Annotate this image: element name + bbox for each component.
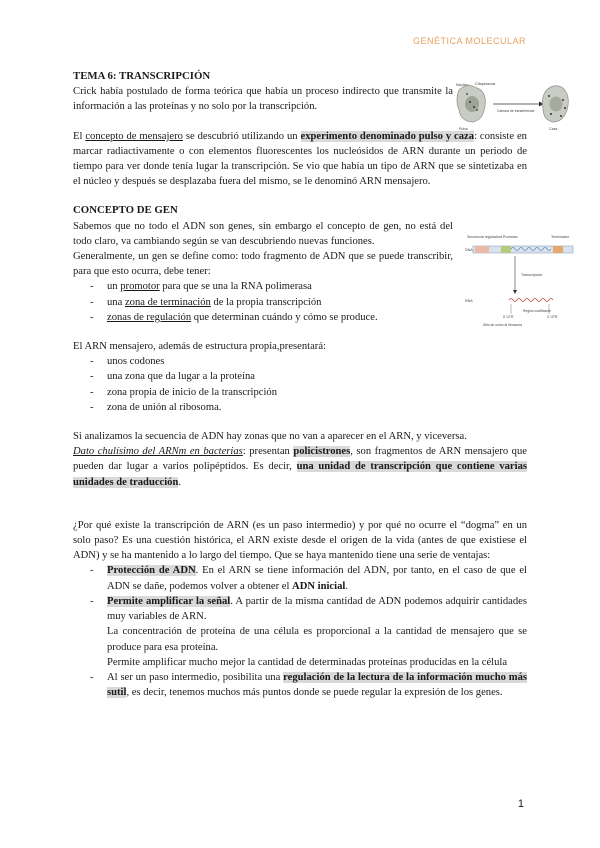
label-cytoplasm: Citoplasma xyxy=(475,81,496,86)
running-header: GENÉTICA MOLECULAR xyxy=(412,36,526,46)
mrna-features-list xyxy=(73,354,527,415)
label-chase: Caza xyxy=(549,127,558,131)
transcription-unit-highlight: una unidad de transcripción que contiene varias unidades de traducción xyxy=(73,461,527,488)
list-item: - zonas de regulación que determinan cuándo y cómo se produce. xyxy=(90,310,527,325)
protein-concentration-text: La concentración de proteína de una célula es proporcional a la cantidad de mensajero que se produce para esa proteína. xyxy=(107,626,527,653)
label-utr3: 3' UTR xyxy=(547,315,558,319)
list-item: - unos codones xyxy=(90,354,527,369)
label-pulse: Pulso xyxy=(459,127,468,131)
mrna-paragraph: El ARN mensajero, además de estructura propia,presentará: xyxy=(73,341,326,353)
why-rna-paragraph: ¿Por qué existe la transcripción de ARN (es un paso intermedio) y por qué no ocurre el “dogma” en un solo paso? Es una cuestión histórica, el ARN existe desde el origen de la vida (antes de que existiese el ADN) y se ha mantenido a lo largo del tiempo. Que se haya mantenido tiene una serie de ventajas: xyxy=(73,519,527,562)
sequence-paragraph: Si analizamos la secuencia de ADN hay zonas que no van a aparecer en el ARN, y viceversa. xyxy=(73,431,467,443)
list-item: - Al ser un paso intermedio, posibilita una regulación de la lectura de la información mucho más sutil, es decir, tenemos muchos más puntos donde se puede regular la expresión de los genes. xyxy=(90,670,527,700)
label-transfer: Cámara de transferencia xyxy=(497,109,535,113)
label-rna: RNA xyxy=(465,299,473,303)
list-item: - Permite amplificar la señal. A partir de la misma cantidad de ADN podemos adquirir cantidades muy variables de ARN. xyxy=(90,594,527,624)
intro-paragraph: Crick había postulado de forma teórica que había un proceso indirecto que transmite la información a las proteínas y no solo por la transcripción. xyxy=(73,86,453,113)
messenger-paragraph: El concepto de mensajero se descubrió utilizando un experimento denominado pulso y caza: consiste en marcar radiactivamente o con elementos fluorescentes los nucleósidos de ARN durante un periodo de tiempo para ver donde tenía lugar la transcripción. Se vio que había un tipo de ARN que se sintetizaba en el núcleo y después se desplazaba fuera del mismo, se le denominó ARN mensajero. xyxy=(73,130,527,188)
advantages-list-cont xyxy=(73,670,527,700)
gene-paragraph-2: Generalmente, un gen se define como: todo fragmento de ADN que se puede transcribir, para que esto ocurra, debe tener: xyxy=(73,251,453,278)
page-number: 1 xyxy=(517,798,524,810)
label-ribosome-site: Sitio de unión al ribosoma xyxy=(483,323,523,327)
gene-requirements-list xyxy=(73,279,527,325)
label-transcription: Transcripción xyxy=(521,273,543,277)
right-cell xyxy=(542,86,568,122)
label-utr5: 5' UTR xyxy=(503,315,514,319)
amplify-signal-highlight: Permite amplificar la señal xyxy=(107,595,231,607)
list-item: - una zona que da lugar a la proteína xyxy=(90,369,527,384)
pulse-chase-highlight: experimento denominado pulso y caza xyxy=(300,130,475,142)
label-coding: Región codificante xyxy=(523,309,551,313)
main-content xyxy=(73,69,527,700)
label-nucleus: Núcleo xyxy=(456,82,469,87)
polycistron-paragraph: Dato chulísimo del ARNm en bacterias: presentan policistrones, son fragmentos de ARN mensajero que pueden dar lugar a varios polipéptidos. Es decir, una unidad de transcripción que contiene varias unidades de traducción. xyxy=(73,446,527,488)
regulation-highlight: regulación de la lectura de la información mucho más sutil xyxy=(107,671,527,699)
label-regulatory: Secuencia reguladora xyxy=(467,235,502,239)
list-item: - Protección de ADN. En el ARN se tiene información del ADN, por tanto, en el caso de que el ADN se dañe, podemos volver a obtener el ADN inicial. xyxy=(90,563,527,593)
label-promoter: Promotor xyxy=(503,235,518,239)
amplify-proteins-text: Permite amplificar mucho mejor la cantidad de determinadas proteínas producidas en la célula xyxy=(107,656,508,668)
list-item: - zona de unión al ribosoma. xyxy=(90,400,527,415)
terminator-region xyxy=(553,246,563,253)
dna-protection-highlight: Protección de ADN xyxy=(107,565,196,577)
label-terminator: Terminador xyxy=(551,235,569,239)
gene-paragraph-1: Sabemos que no todo el ADN son genes, sin embargo el concepto de gen, no está del todo claro, va cambiando según se van descubriendo nuevas funciones. xyxy=(73,220,453,247)
list-item: - una zona de terminación de la propia transcripción xyxy=(90,295,527,310)
fun-fact-label: Dato chulísimo del ARNm en bacterias xyxy=(73,446,243,458)
label-dna: DNA xyxy=(465,248,473,252)
section-title-gene: CONCEPTO DE GEN xyxy=(73,204,178,217)
list-item: - un promotor para que se una la RNA polimerasa xyxy=(90,279,527,294)
polycistron-highlight: policistrones xyxy=(293,446,351,458)
section-title-transcription: TEMA 6: TRANSCRIPCIÓN xyxy=(73,70,211,82)
messenger-concept: concepto de mensajero xyxy=(85,130,183,142)
list-item: - zona propia de inicio de la transcripción xyxy=(90,385,527,400)
advantages-list xyxy=(73,563,527,624)
